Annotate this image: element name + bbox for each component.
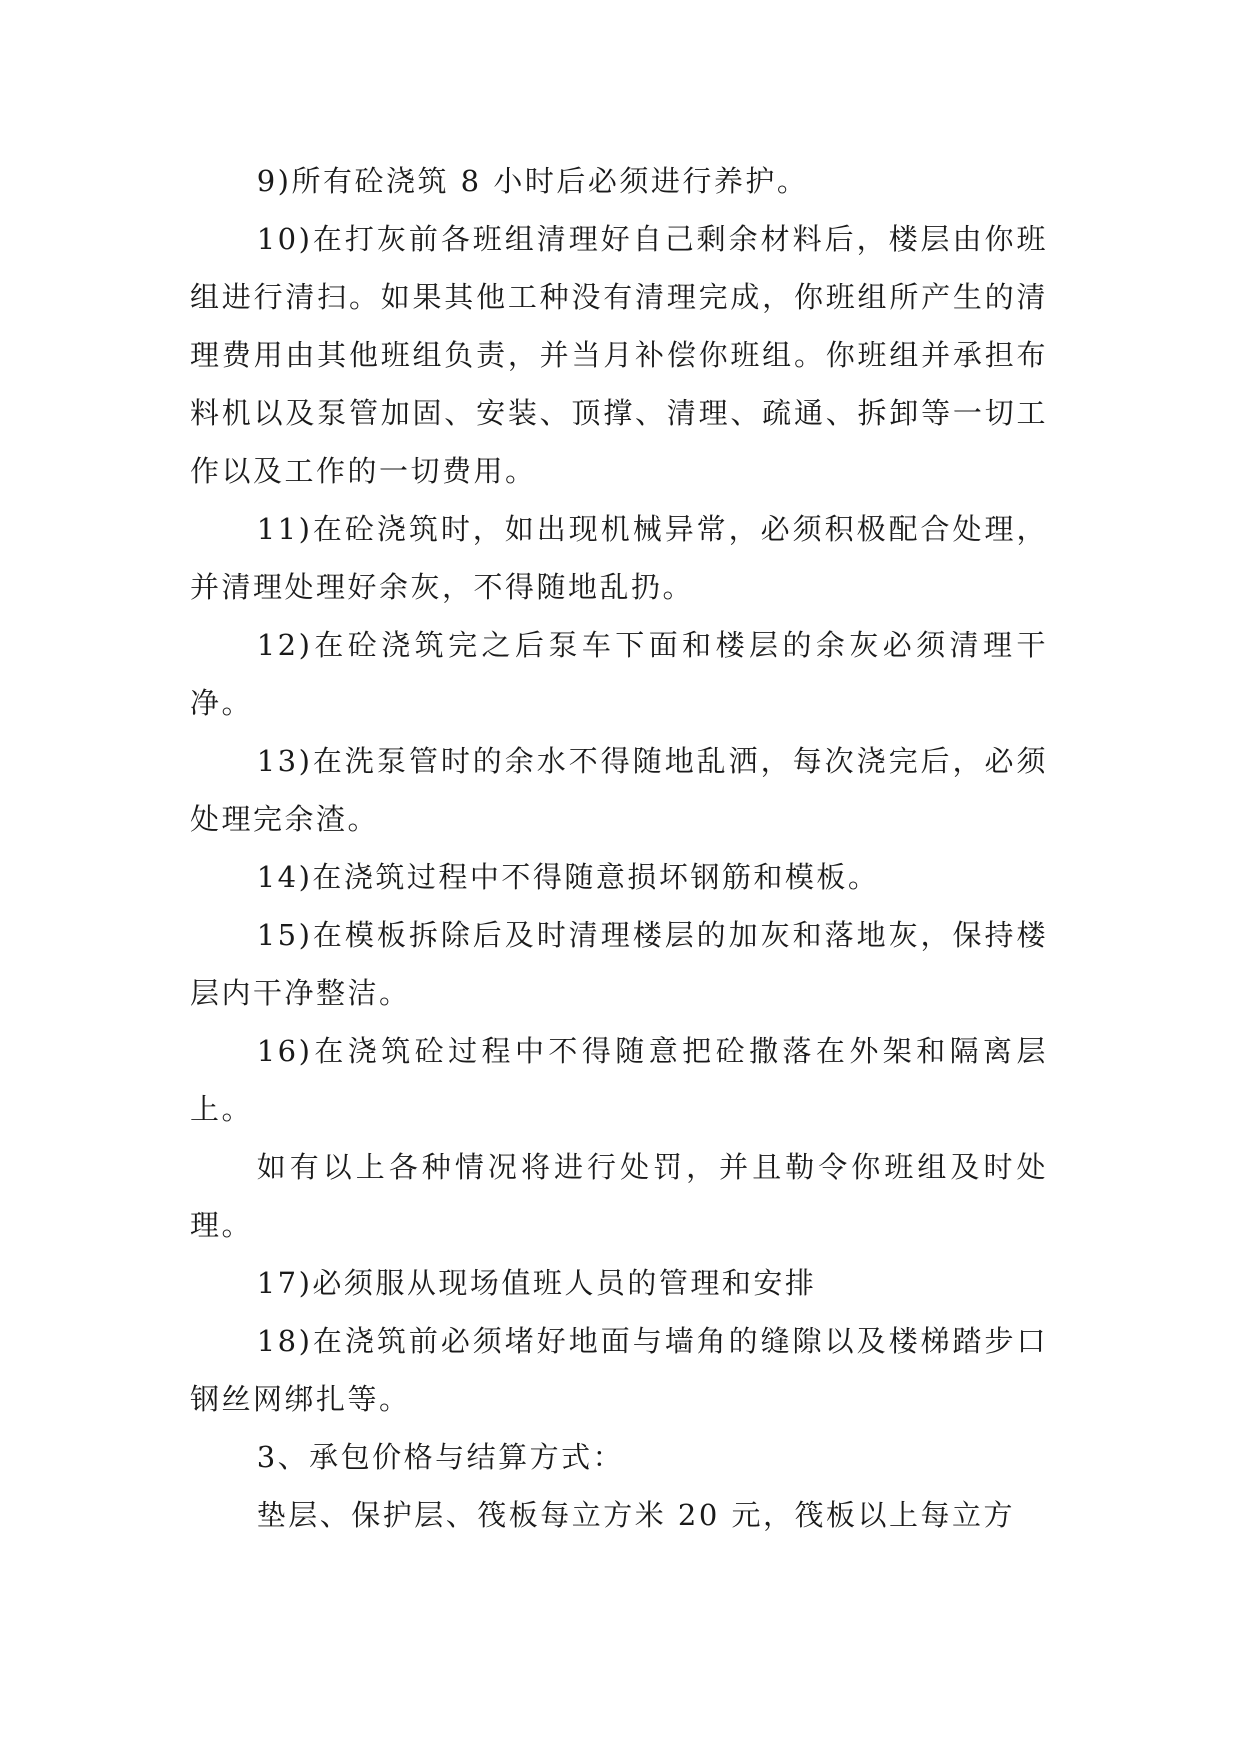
paragraph-item-17: 17)必须服从现场值班人员的管理和安排: [256, 1266, 817, 1300]
paragraph-penalty-note: 如有以上各种情况将进行处罚，并且勒令你班组及时处理。: [190, 1150, 1048, 1242]
paragraph-item-13: 13)在洗泵管时的余水不得随地乱洒，每次浇完后，必须处理完余渣。: [190, 744, 1048, 836]
paragraph-item-14: 14)在浇筑过程中不得随意损坏钢筋和模板。: [256, 860, 880, 894]
paragraph-item-10: 10)在打灰前各班组清理好自己剩余材料后，楼层由你班组进行清扫。如果其他工种没有清理完成，你班组所产生的清理费用由其他班组负责，并当月补偿你班组。你班组并承担布料机以及泵管加固、安装、顶撑、清理、疏通、拆卸等一切工作以及工作的一切费用。: [190, 222, 1048, 488]
document-body: [190, 152, 1048, 1544]
paragraph-item-16: 16)在浇筑砼过程中不得随意把砼撒落在外架和隔离层上。: [190, 1034, 1048, 1126]
paragraph-item-18: 18)在浇筑前必须堵好地面与墙角的缝隙以及楼梯踏步口钢丝网绑扎等。: [190, 1324, 1048, 1416]
paragraph-item-11: 11)在砼浇筑时，如出现机械异常，必须积极配合处理，并清理处理好余灰，不得随地乱扔。: [190, 512, 1048, 604]
paragraph-item-9: 9)所有砼浇筑 8 小时后必须进行养护。: [256, 164, 809, 198]
paragraph-pricing: 垫层、保护层、筏板每立方米 20 元，筏板以上每立方: [256, 1498, 1016, 1532]
paragraph-item-12: 12)在砼浇筑完之后泵车下面和楼层的余灰必须清理干净。: [190, 628, 1048, 720]
paragraph-item-15: 15)在模板拆除后及时清理楼层的加灰和落地灰，保持楼层内干净整洁。: [190, 918, 1048, 1010]
section-heading-pricing: 3、承包价格与结算方式：: [256, 1440, 625, 1474]
